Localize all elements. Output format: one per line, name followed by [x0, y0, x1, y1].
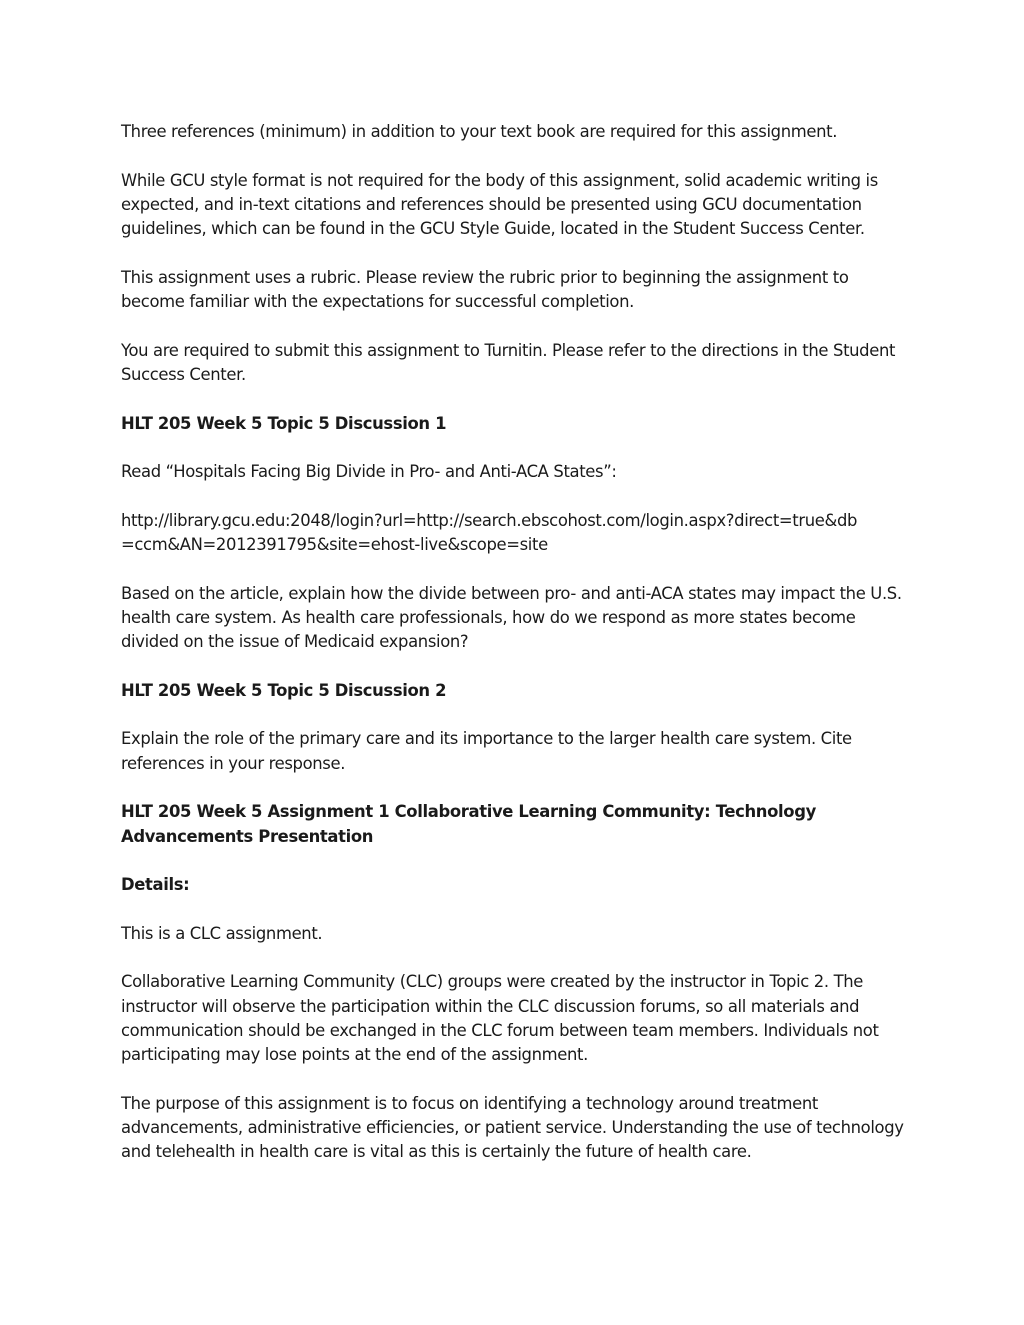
turnitin-paragraph: You are required to submit this assignment to Turnitin. Please refer to the directions in the Student Success Center. [121, 340, 896, 384]
article-url: http://library.gcu.edu:2048/login?url=http://search.ebscohost.com/login.aspx?direct=true&db =ccm&AN=2012391795&site=ehost-live&scope=site [121, 510, 858, 555]
details-heading: Details: [121, 875, 190, 895]
clc-groups-paragraph: Collaborative Learning Community (CLC) groups were created by the instructor in Topic 2. The instructor will observe the participation within the CLC discussion forums, so all materials and communication should be exchanged in the CLC forum between team members. Individuals not participating may lose points at the end of the assignment. [121, 972, 879, 1065]
discussion-1-heading: HLT 205 Week 5 Topic 5 Discussion 1 [121, 413, 447, 433]
document-body [121, 120, 911, 1189]
read-article-paragraph: Read “Hospitals Facing Big Divide in Pro- and Anti-ACA States”: [121, 462, 617, 482]
purpose-paragraph: The purpose of this assignment is to focus on identifying a technology around treatment advancements, administrative efficiencies, or patient service. Understanding the use of technology and telehealth in health care is vital as this is certainly the future of health care. [121, 1093, 904, 1162]
discussion-2-heading: HLT 205 Week 5 Topic 5 Discussion 2 [121, 680, 447, 700]
requirements-paragraph: Three references (minimum) in addition to your text book are required for this assignment. [121, 122, 838, 141]
discussion-2-prompt: Explain the role of the primary care and its importance to the larger health care system. Cite references in your response. [121, 729, 852, 773]
assignment-1-heading: HLT 205 Week 5 Assignment 1 Collaborative Learning Community: Technology Advancements Presentation [121, 802, 816, 846]
clc-assignment-paragraph: This is a CLC assignment. [121, 923, 323, 943]
discussion-1-prompt: Based on the article, explain how the divide between pro- and anti-ACA states may impact the U.S. health care system. As health care professionals, how do we respond as more states become divided on the issue of Medicaid expansion? [121, 583, 902, 652]
style-guidelines-paragraph: While GCU style format is not required for the body of this assignment, solid academic writing is expected, and in-text citations and references should be presented using GCU documentation guidelines, which can be found in the GCU Style Guide, located in the Student Success Center. [121, 170, 878, 239]
rubric-paragraph: This assignment uses a rubric. Please review the rubric prior to beginning the assignment to become familiar with the expectations for successful completion. [121, 267, 849, 312]
